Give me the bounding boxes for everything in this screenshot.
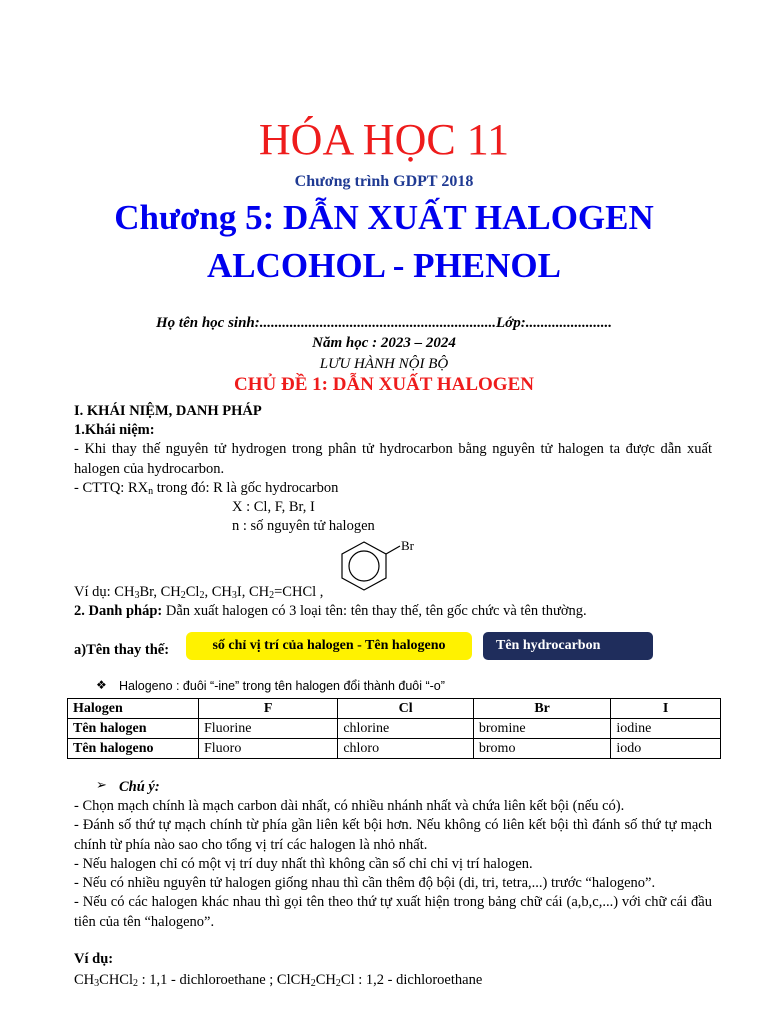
chapter-title-line1: Chương 5: DẪN XUẤT HALOGEN (114, 198, 654, 237)
example-formula-3: $CH_3I$ (211, 584, 242, 601)
table-row (68, 719, 721, 739)
table-cell: bromo (473, 739, 610, 759)
chapter-title-line2: ALCOHOL - PHENOL (207, 246, 561, 285)
note-line: - Nếu có nhiều nguyên tử halogen giống nhau thì cần thêm độ bội (di, tri, tetra,...) trước “halogeno”. (74, 875, 656, 891)
topic-title: CHỦ ĐỀ 1: DẪN XUẤT HALOGEN (234, 374, 534, 395)
table-header-cell: Cl (338, 699, 474, 719)
table-cell: Tên halogen (68, 719, 199, 739)
table-cell: Tên halogeno (68, 739, 199, 759)
note-line: - Nếu halogen chỉ có một vị trí duy nhất thì không cần số chỉ chỉ vị trí halogen. (74, 856, 533, 872)
table-cell: iodine (611, 719, 721, 739)
table-header-row (68, 699, 721, 719)
table-header-cell: Halogen (68, 699, 199, 719)
school-year: Năm học : 2023 – 2024 (312, 335, 456, 351)
formula-subscript: n (148, 486, 154, 497)
formula-prefix: - CTTQ: RX (74, 480, 149, 496)
table-header-cell: F (199, 699, 338, 719)
table-cell: bromine (473, 719, 610, 739)
note-line: - Đánh số thứ tự mạch chính từ phía gần liên kết bội hơn. Nếu không có liên kết bội thì đánh số thứ tự mạch chính từ phía nào sao cho tổng vị trí các halogen là nhỏ nhất. (74, 817, 712, 853)
note-line: - Chọn mạch chính là mạch carbon dài nhất, có nhiều nhánh nhất và chứa liên kết bội (nếu có). (74, 798, 625, 814)
circulation-note: LƯU HÀNH NỘI BỘ (319, 356, 449, 372)
example-formula-2: $CH_2Cl_2$ (160, 584, 205, 601)
dichloroethane-examples: $CH_3CHCl_2$ : 1,1 - dichloroethane ; $ClCH_2CH_2Cl$ : 1,2 - dichloroethane (74, 972, 483, 989)
note-line: - Nếu có các halogen khác nhau thì gọi tên theo thứ tự xuất hiện trong bảng chữ cái (a,b,c,...) với chữ cái đầu tiên của tên “halogeno”. (74, 894, 712, 930)
x-definition: X : Cl, F, Br, I (232, 499, 315, 515)
diamond-bullet-icon: ❖ (96, 678, 107, 692)
concept-heading: 1.Khái niệm: (74, 422, 155, 438)
general-formula (74, 479, 338, 499)
table-row (68, 739, 721, 759)
example-label: Ví dụ: (74, 584, 115, 600)
substitution-name-label: a)Tên thay thế: (74, 642, 170, 658)
table-cell: Fluoro (199, 739, 338, 759)
example-formula-4: $CH_2=CHCl$ (248, 584, 317, 601)
arrow-bullet-icon: ➢ (96, 778, 107, 793)
table-cell: chlorine (338, 719, 474, 739)
table-header-cell: Br (473, 699, 610, 719)
concept-paragraph: - Khi thay thế nguyên tử hydrogen trong phân tử hydrocarbon bằng nguyên tử halogen ta được dẫn xuất halogen của hydrocarbon. (74, 441, 712, 477)
nomenclature-line (74, 602, 587, 622)
table-cell: chloro (338, 739, 474, 759)
note-title (119, 778, 160, 798)
nomenclature-heading: 2. Danh pháp: (74, 603, 163, 619)
halogen-name-table (67, 698, 721, 759)
halogen-position-box: số chỉ vị trí của halogen - Tên halogeno (186, 632, 472, 660)
hydrocarbon-name-box: Tên hydrocarbon (483, 632, 653, 660)
formula-suffix: trong đó: R là gốc hydrocarbon (153, 480, 339, 496)
example-heading: Ví dụ: (74, 951, 114, 967)
benzene-br-label: Br (401, 538, 414, 553)
nomenclature-text: Dẫn xuất halogen có 3 loại tên: tên thay thế, tên gốc chức và tên thường. (162, 603, 587, 619)
table-header-cell: I (611, 699, 721, 719)
example-formula-1: $CH_3Br$ (114, 584, 154, 601)
section-heading: I. KHÁI NIỆM, DANH PHÁP (74, 403, 262, 419)
table-cell: iodo (611, 739, 721, 759)
n-definition: n : số nguyên tử halogen (232, 518, 375, 534)
example-line: Ví dụ: $CH_3Br$, $CH_2Cl_2$, $CH_3I$, $CH_2=CHCl$ , (74, 584, 324, 601)
program-subtitle: Chương trình GDPT 2018 (294, 173, 474, 190)
note-title-text: Chú ý: (119, 779, 160, 795)
student-name-line: Họ tên học sinh:...............................................................Lớp:....................... (156, 315, 612, 331)
document-title: HÓA HỌC 11 (258, 115, 510, 164)
table-cell: Fluorine (199, 719, 338, 739)
halogeno-rule: Halogeno : đuôi “-ine” trong tên halogen đổi thành đuôi “-o” (119, 679, 445, 693)
